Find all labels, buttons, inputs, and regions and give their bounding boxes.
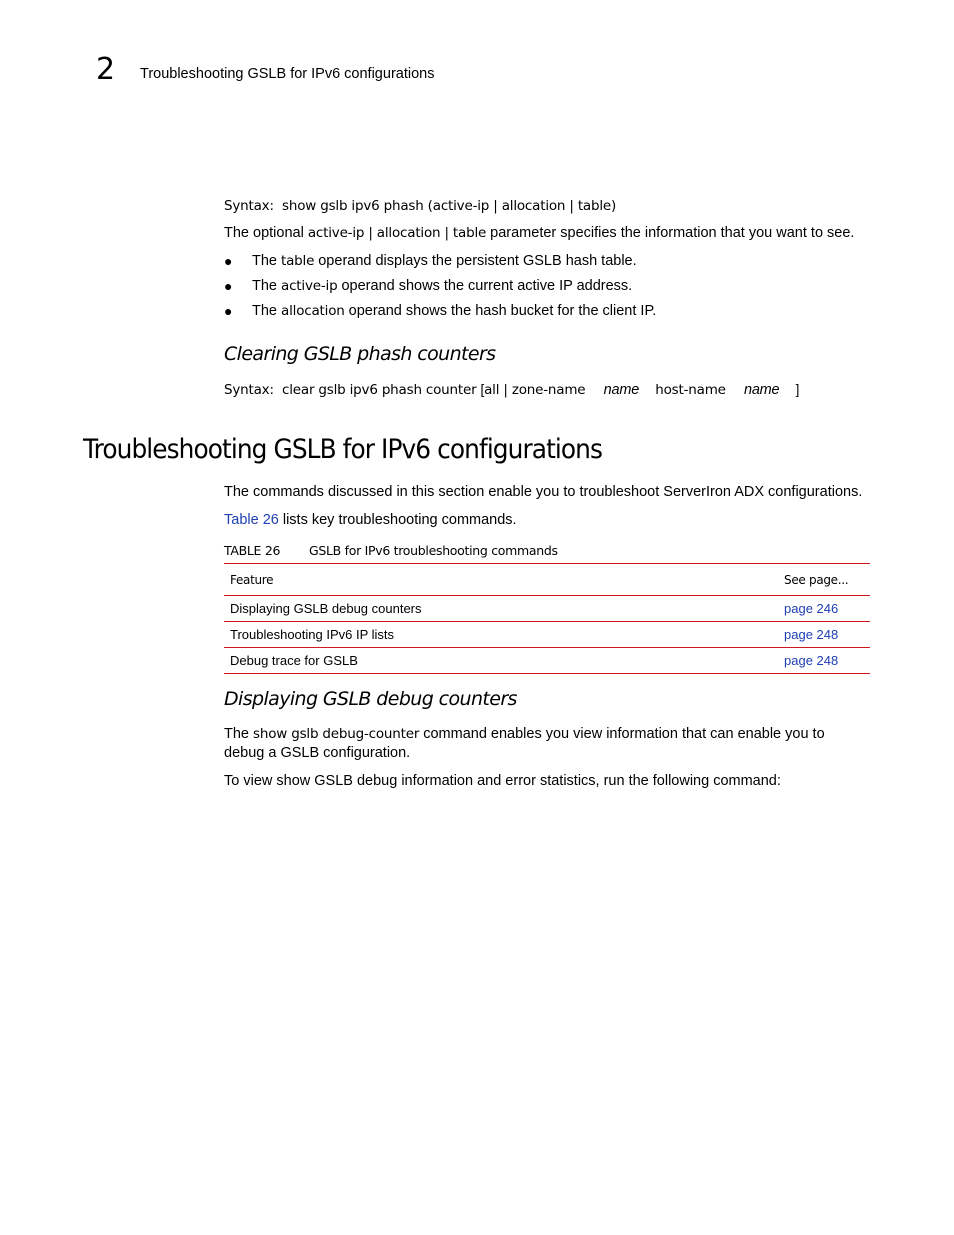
bullet-post: operand shows the current active IP address. [337,278,633,294]
bullet-keyword: allocation [281,303,345,319]
bullet-icon: ● [224,278,233,294]
paragraph-text: The [224,726,254,742]
syntax-label: Syntax: [224,198,274,214]
table-reference-text: lists key troubleshooting commands. [278,512,517,528]
page-link[interactable]: page 246 [778,596,870,622]
optional-param-paragraph [224,224,874,243]
bullet-icon: ● [224,253,233,269]
close-bracket: ] [795,382,800,397]
bullet-text [252,252,637,271]
phash-syntax-line [224,197,874,215]
debug-command: show gslb debug-counter [253,726,420,742]
table-reference-paragraph [224,511,874,530]
feature-cell: Displaying GSLB debug counters [224,596,778,622]
paragraph-text: The optional [224,225,308,241]
syntax-command: clear gslb ipv6 phash counter [282,382,477,398]
bullet-pre: The [252,303,282,319]
option-all: all [484,382,500,398]
clearing-heading: Clearing GSLB phash counters [224,343,496,365]
syntax-label: Syntax: [224,382,274,398]
bullet-post: operand shows the hash bucket for the client IP. [344,303,657,319]
bullet-pre: The [252,278,282,294]
table-row [224,648,870,674]
chapter-number: 2 [96,52,116,87]
column-header-feature: Feature [224,564,778,596]
troubleshooting-commands-table [224,563,870,674]
option-zone-name: zone-name [511,382,586,398]
table-caption-number: TABLE 26 [224,543,281,558]
column-header-see-page: See page... [778,564,870,596]
debug-counters-heading: Displaying GSLB debug counters [224,688,517,710]
bullet-keyword: table [281,253,315,269]
page-link[interactable]: page 248 [778,648,870,674]
table-row [224,596,870,622]
debug-paragraph-2: To view show GSLB debug information and error statistics, run the following command: [224,773,781,789]
feature-cell: Debug trace for GSLB [224,648,778,674]
param-keywords: active-ip | allocation | table [307,225,487,241]
open-bracket: [ [480,382,485,397]
bullet-text [252,277,632,296]
clear-syntax-line [224,381,874,399]
bullet-icon: ● [224,303,233,319]
table-header-row [224,564,870,596]
bullet-text [252,302,656,321]
zone-name-variable: name [603,382,640,398]
page-link[interactable]: page 248 [778,622,870,648]
separator: | [503,382,508,398]
running-header-title: Troubleshooting GSLB for IPv6 configurations [140,66,435,82]
bullet-pre: The [252,253,282,269]
option-host-name: host-name [655,382,726,398]
section-heading: Troubleshooting GSLB for IPv6 configurations [83,434,602,465]
table-26-link[interactable]: Table 26 [224,512,279,528]
table-caption [224,542,558,559]
paragraph-text: parameter specifies the information that you want to see. [486,225,855,241]
host-name-variable: name [743,382,780,398]
table-row [224,622,870,648]
paragraph-text: command enables you view information that can enable you to debug a GSLB configuration. [224,726,825,761]
bullet-keyword: active-ip [281,278,338,294]
table-caption-title: GSLB for IPv6 troubleshooting commands [309,543,558,558]
section-intro: The commands discussed in this section enable you to troubleshoot ServerIron ADX configurations. [224,484,863,500]
feature-cell: Troubleshooting IPv6 IP lists [224,622,778,648]
bullet-post: operand displays the persistent GSLB hash table. [314,253,637,269]
debug-paragraph-1 [224,725,844,763]
syntax-command: show gslb ipv6 phash (active-ip | allocation | table) [282,198,617,214]
